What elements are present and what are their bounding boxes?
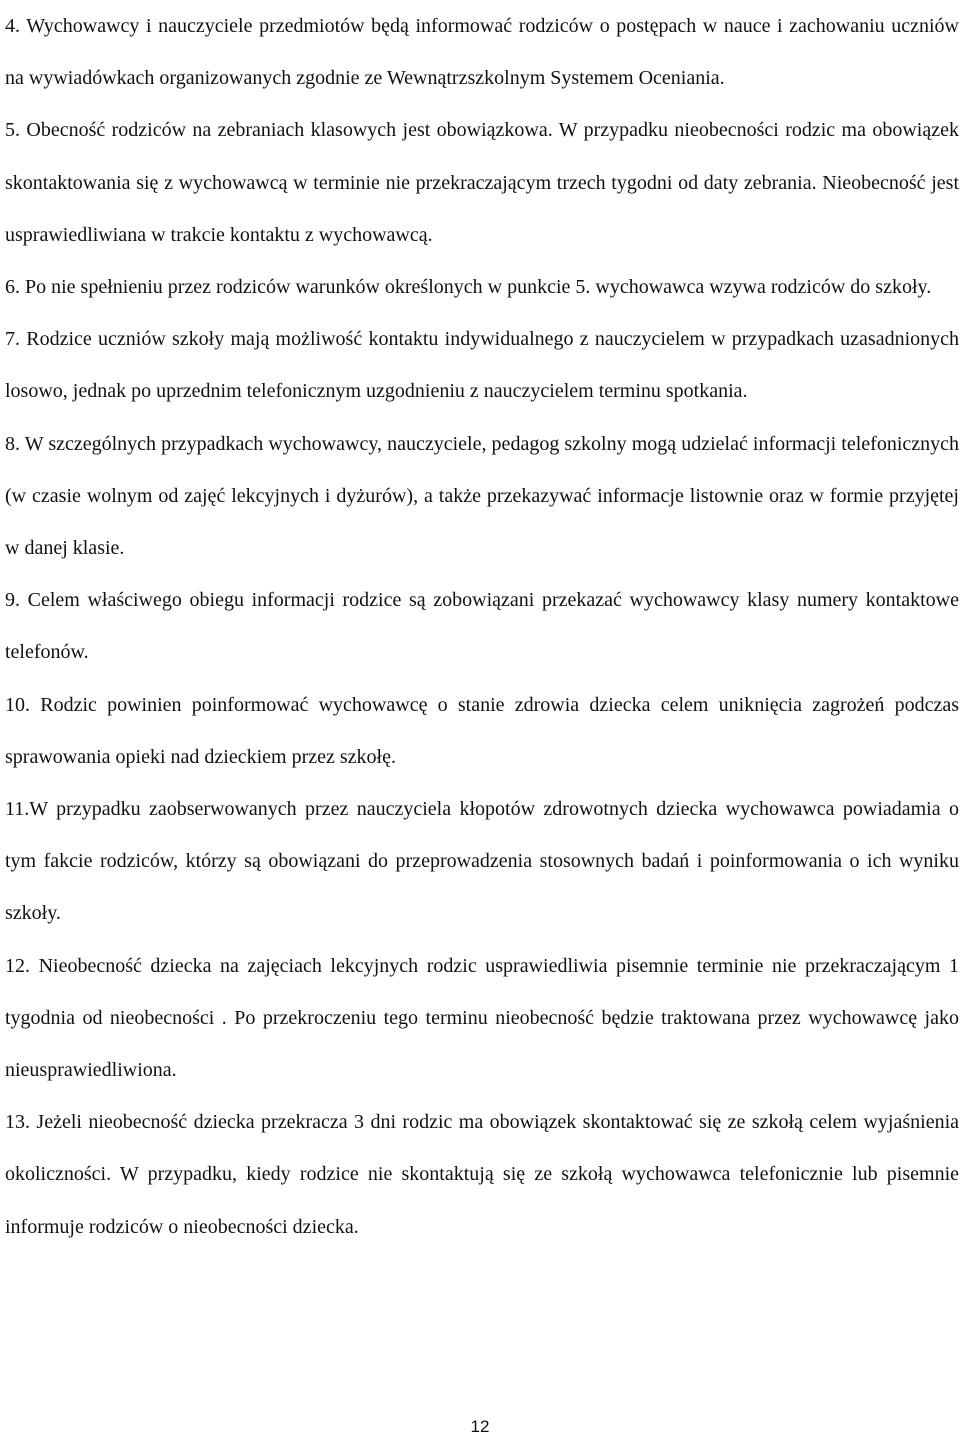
paragraph-11: 11.W przypadku zaobserwowanych przez nauczyciela kłopotów zdrowotnych dziecka wychowawca powiadamia o tym fakcie rodziców, którzy są obowiązani do przeprowadzenia stosownych badań i poinformowania o ich wyniku szkoły. <box>5 798 959 925</box>
paragraph-12: 12. Nieobecność dziecka na zajęciach lekcyjnych rodzic usprawiedliwia pisemnie terminie nie przekraczającym 1 tygodnia od nieobecności . Po przekroczeniu tego terminu nieobecność będzie traktowana przez wychowawcę jako nieusprawiedliwiona. <box>5 954 959 1082</box>
paragraph-10: 10. Rodzic powinien poinformować wychowawcę o stanie zdrowia dziecka celem uniknięcia zagrożeń podczas sprawowania opieki nad dzieckiem przez szkołę. <box>5 693 959 768</box>
page-number: 12 <box>470 1417 490 1436</box>
paragraph-6: 6. Po nie spełnieniu przez rodziców warunków określonych w punkcie 5. wychowawca wzywa rodziców do szkoły. <box>5 276 932 299</box>
paragraph-5: 5. Obecność rodziców na zebraniach klasowych jest obowiązkowa. W przypadku nieobecności rodzic ma obowiązek skontaktowania się z wychowawcą w terminie nie przekraczającym trzech tygodni od daty zebrania. Nieobecność jest usprawiedliwiana w trakcie kontaktu z wychowawcą. <box>5 119 959 246</box>
paragraph-9: 9. Celem właściwego obiegu informacji rodzice są zobowiązani przekazać wychowawcy klasy numery kontaktowe telefonów. <box>5 589 959 664</box>
paragraph-13: 13. Jeżeli nieobecność dziecka przekracza 3 dni rodzic ma obowiązek skontaktować się ze szkołą celem wyjaśnienia okoliczności. W przypadku, kiedy rodzice nie skontaktują się ze szkołą wychowawca telefonicznie lub pisemnie informuje rodziców o nieobecności dziecka. <box>5 1111 959 1238</box>
document-body <box>5 0 959 1253</box>
paragraph-8: 8. W szczególnych przypadkach wychowawcy, nauczyciele, pedagog szkolny mogą udzielać informacji telefonicznych (w czasie wolnym od zajęć lekcyjnych i dyżurów), a także przekazywać informacje listownie oraz w formie przyjętej w danej klasie. <box>5 432 959 560</box>
paragraph-4: 4. Wychowawcy i nauczyciele przedmiotów będą informować rodziców o postępach w nauce i zachowaniu uczniów na wywiadówkach organizowanych zgodnie ze Wewnątrzszkolnym Systemem Oceniania. <box>5 15 959 90</box>
paragraph-7: 7. Rodzice uczniów szkoły mają możliwość kontaktu indywidualnego z nauczycielem w przypadkach uzasadnionych losowo, jednak po uprzednim telefonicznym uzgodnieniu z nauczycielem terminu spotkania. <box>5 328 959 403</box>
